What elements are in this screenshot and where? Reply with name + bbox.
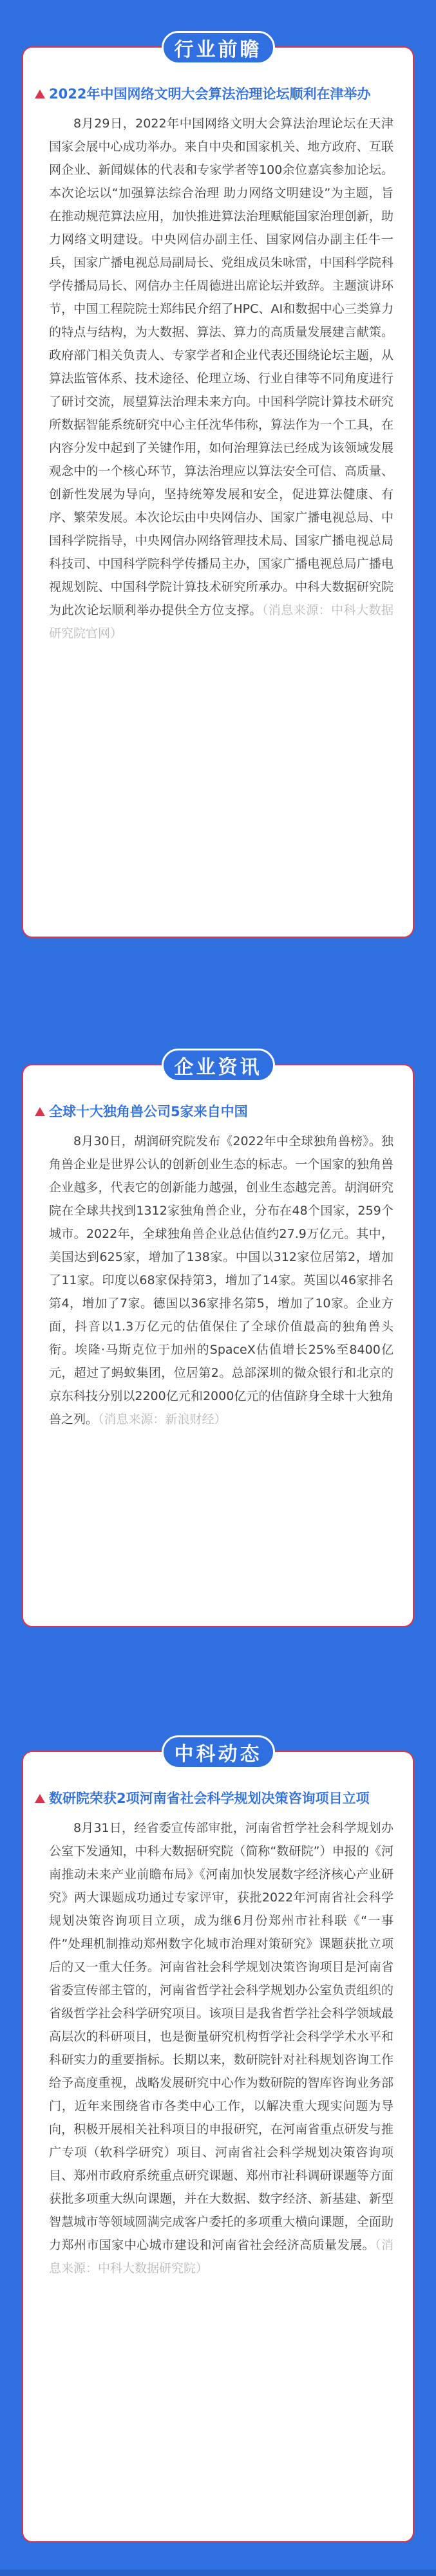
zhongke-dynamics-card bbox=[22, 1743, 414, 2543]
footer-bar bbox=[0, 2570, 436, 2576]
article-source: （消息来源：新浪财经） bbox=[98, 1412, 227, 1426]
article-body: 8月31日，经省委宣传部审批，河南省哲学社会科学规划办公室下发通知，中科大数据研究院（简称“数研院”）申报的《河南推动未来产业前瞻布局》《河南加快发展数字经济核心产业研究》两大课题成功通过专家评审，获批2022年河南省社会科学规划决策咨询项目立项，成为继6月份郑州市社科联《“一事件”处理机制推动郑州数字化城市治理对策研究》课题获批立项后的又一重大任务。河南省社会科学规划决策咨询项目是河南省省委宣传部主管的，河南省哲学社会科学规划办公室负责组织的省级哲学社会科学研究项目。该项目是我省哲学社会科学领域最高层次的科研项目，也是衡量研究机构哲学社会科学学术水平和科研实力的重要指标。长期以来，数研院针对社科规划咨询工作给予高度重视，战略发展研究中心作为数研院的智库咨询业务部门，近年来围绕省市各类中心工作，以解决重大现实问题为导向，积极开展相关社科项目的申报研究，在河南省重点研发与推广专项（软科学研究）项目、河南省社会科学规划决策咨询项目、郑州市政府系统重点研究课题、郑州市社科调研课题等方面获批多项重大纵向课题，并在大数据、数字经济、新基建、新型智慧城市等领域圆满完成客户委托的多项重大横向课题，全面助力郑州市国家中心城市建设和河南省社会经济高质量发展。（消息来源：中科大数据研究院） bbox=[49, 1821, 393, 2275]
triangle-bullet-icon bbox=[35, 1107, 45, 1116]
article-headline: 2022年中国网络文明大会算法治理论坛顺利在津举办 bbox=[49, 82, 400, 106]
section-title-industry-outlook: 行业前瞻 bbox=[162, 31, 275, 64]
triangle-bullet-icon bbox=[35, 1794, 45, 1803]
section-title-zhongke-dynamics: 中科动态 bbox=[162, 1735, 275, 1769]
section-title-enterprise-news: 企业资讯 bbox=[162, 1049, 275, 1082]
article-headline: 全球十大独角兽公司5家来自中国 bbox=[49, 1100, 400, 1123]
article-body: 8月30日，胡润研究院发布《2022年中全球独角兽榜》。独角兽企业是世界公认的创新创业生态的标志。一个国家的独角兽企业越多，代表它的创新能力越强，创业生态越完善。胡润研究院在全球共找到1312家独角兽企业，分布在48个国家，259个城市。2022年，全球独角兽企业总估值约27.9万亿元。其中，美国达到625家，增加了138家。中国以312家位居第2，增加了11家。印度以68家保持第3，增加了14家。英国以46家排名第4，增加了7家。德国以36家排名第5，增加了10家。企业方面，抖音以1.3万亿元的估值保住了全球价值最高的独角兽头衔。埃隆·马斯克位于加州的SpaceX估值增长25%至8400亿元，超过了蚂蚁集团，位居第2。总部深圳的微众银行和北京的京东科技分别以2200亿元和2000亿元的估值跻身全球十大独角兽之列。（消息来源：新浪财经） bbox=[49, 1134, 393, 1426]
article-body: 8月29日，2022年中国网络文明大会算法治理论坛在天津国家会展中心成功举办。来自中央和国家机关、地方政府、互联网企业、新闻媒体的代表和专家学者等100余位嘉宾参加论坛。本次论坛以“加强算法综合治理 助力网络文明建设”为主题，旨在推动规范算法应用，加快推进算法治理赋能国家治理创新，助力网络文明建设。中央网信办副主任、国家网信办副主任牛一兵，国家广播电视总局副局长、党组成员朱咏雷，中国科学院科学传播局局长、网信办主任周德进出席论坛并致辞。主题演讲环节，中国工程院院士郑纬民介绍了HPC、AI和数据中心三类算力的特点与结构，为大数据、算法、算力的高质量发展建言献策。政府部门相关负责人、专家学者和企业代表还围绕论坛主题，从算法监管体系、技术途径、伦理立场、行业自律等不同角度进行了研讨交流，展望算法治理未来方向。中国科学院计算技术研究所数据智能系统研究中心主任沈华伟称，算法作为一个工具，在内容分发中起到了关键作用，如何治理算法已经成为该领域发展观念中的一个核心环节，算法治理应以算法安全可信、高质量、创新性发展为导向，坚持统筹发展和安全，促进算法健康、有序、繁荣发展。本次论坛由中央网信办、国家广播电视总局、中国科学院指导，中央网信办网络管理技术局、国家广播电视总局科技司、中国科学院科学传播局主办，国家广播电视总局广播电视规划院、中国科学院计算技术研究所承办。中科大数据研究院为此次论坛顺利举办提供全方位支撑。（消息来源：中科大数据研究院官网） bbox=[49, 117, 393, 640]
article-headline: 数研院荣获2项河南省社会科学规划决策咨询项目立项 bbox=[49, 1787, 400, 1810]
industry-outlook-card bbox=[22, 39, 414, 938]
triangle-bullet-icon bbox=[35, 89, 45, 98]
article-source: （消息来源：中科大数据研究院） bbox=[49, 2238, 393, 2275]
enterprise-news-card bbox=[22, 1056, 414, 1627]
article-source: （消息来源：中科大数据研究院官网） bbox=[49, 603, 393, 640]
